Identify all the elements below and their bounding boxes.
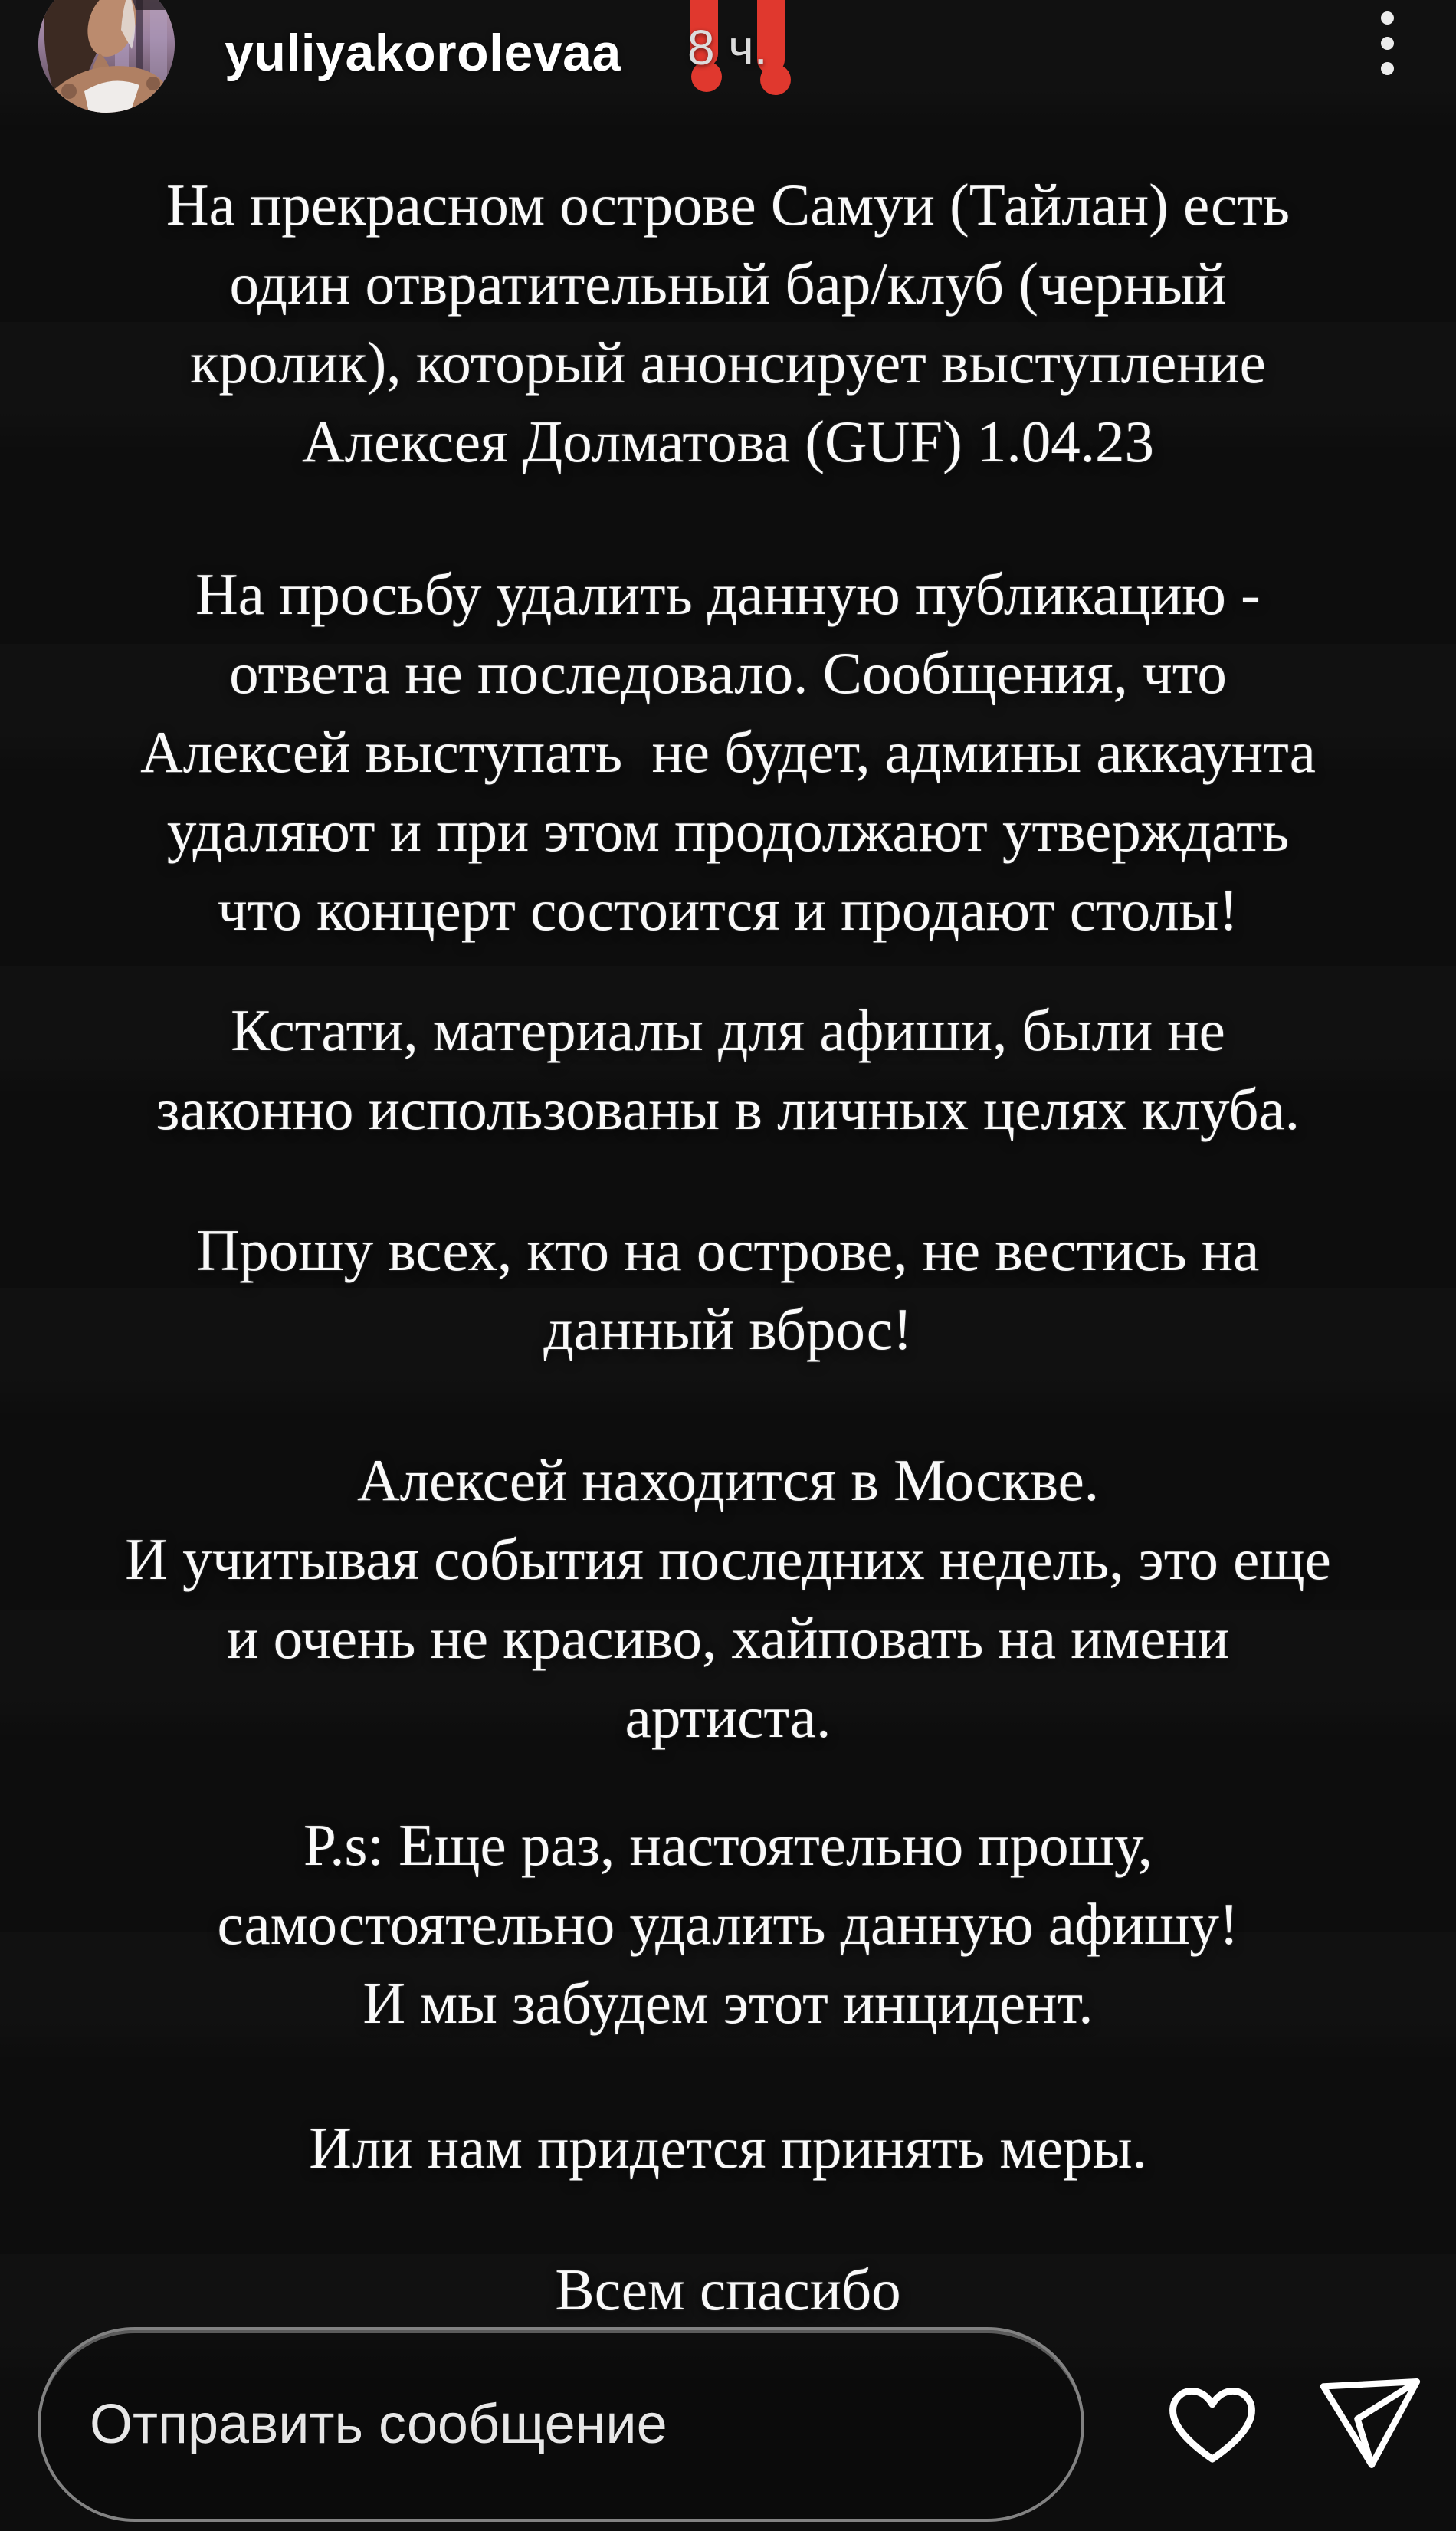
like-button[interactable] — [1164, 2378, 1261, 2470]
share-button[interactable] — [1318, 2378, 1424, 2470]
avatar[interactable] — [38, 0, 175, 113]
avatar-photo — [38, 0, 175, 113]
story-paragraph — [0, 991, 1456, 1149]
story-line: и очень не красиво, хайповать на имени — [227, 1605, 1229, 1671]
story-line: данный вброс! — [543, 1296, 913, 1362]
story-line: один отвратительный бар/клуб (черный — [229, 251, 1227, 317]
story-paragraph — [0, 1806, 1456, 2043]
story-line: что концерт состоится и продают столы! — [218, 877, 1238, 943]
message-input-pill[interactable] — [38, 2327, 1084, 2522]
send-message-input[interactable] — [88, 2392, 1026, 2457]
story-line: И мы забудем этот инцидент. — [362, 1970, 1094, 2036]
story-line: P.s: Еще раз, настоятельно прошу, — [303, 1812, 1153, 1878]
story-line: Алексея Долматова (GUF) 1.04.23 — [302, 409, 1154, 474]
story-line: На просьбу удалить данную публикацию - — [195, 561, 1261, 627]
story-line: артиста. — [625, 1684, 831, 1750]
story-line: Или нам придется принять меры. — [309, 2115, 1147, 2181]
three-dots-vertical-icon — [1381, 11, 1394, 25]
paper-plane-icon — [1318, 2378, 1424, 2470]
story-line: ответа не последовало. Сообщения, что — [229, 640, 1227, 706]
story-paragraph — [0, 166, 1456, 481]
more-options-button[interactable] — [1366, 3, 1408, 87]
story-line: Кстати, материалы для афиши, были не — [231, 997, 1225, 1063]
story-line: Алексей выступать не будет, админы аккаунта — [140, 719, 1316, 785]
story-line: И учитывая события последних недель, это еще — [125, 1526, 1331, 1592]
story-line: кролик), который анонсирует выступление — [190, 330, 1266, 396]
story-line: Всем спасибо — [555, 2257, 901, 2323]
story-line: На прекрасном острове Самуи (Тайлан) есть — [166, 172, 1290, 238]
story-paragraph — [0, 1441, 1456, 1757]
story-line: законно использованы в личных целях клуба. — [156, 1076, 1300, 1142]
story-line: Алексей находится в Москве. — [357, 1447, 1099, 1513]
story-paragraph — [0, 555, 1456, 950]
story-line: удаляют и при этом продолжают утверждать — [166, 798, 1290, 864]
story-line: Прошу всех, кто на острове, не вестись на — [196, 1217, 1260, 1283]
heart-outline-icon — [1164, 2378, 1261, 2470]
story-paragraph — [0, 2250, 1456, 2329]
story-line: самостоятельно удалить данную афишу! — [217, 1891, 1239, 1957]
story-timestamp: 8 ч. — [687, 20, 768, 75]
story-paragraph — [0, 1211, 1456, 1369]
username[interactable]: yuliyakorolevaa — [225, 24, 621, 82]
story-paragraph — [0, 2109, 1456, 2188]
